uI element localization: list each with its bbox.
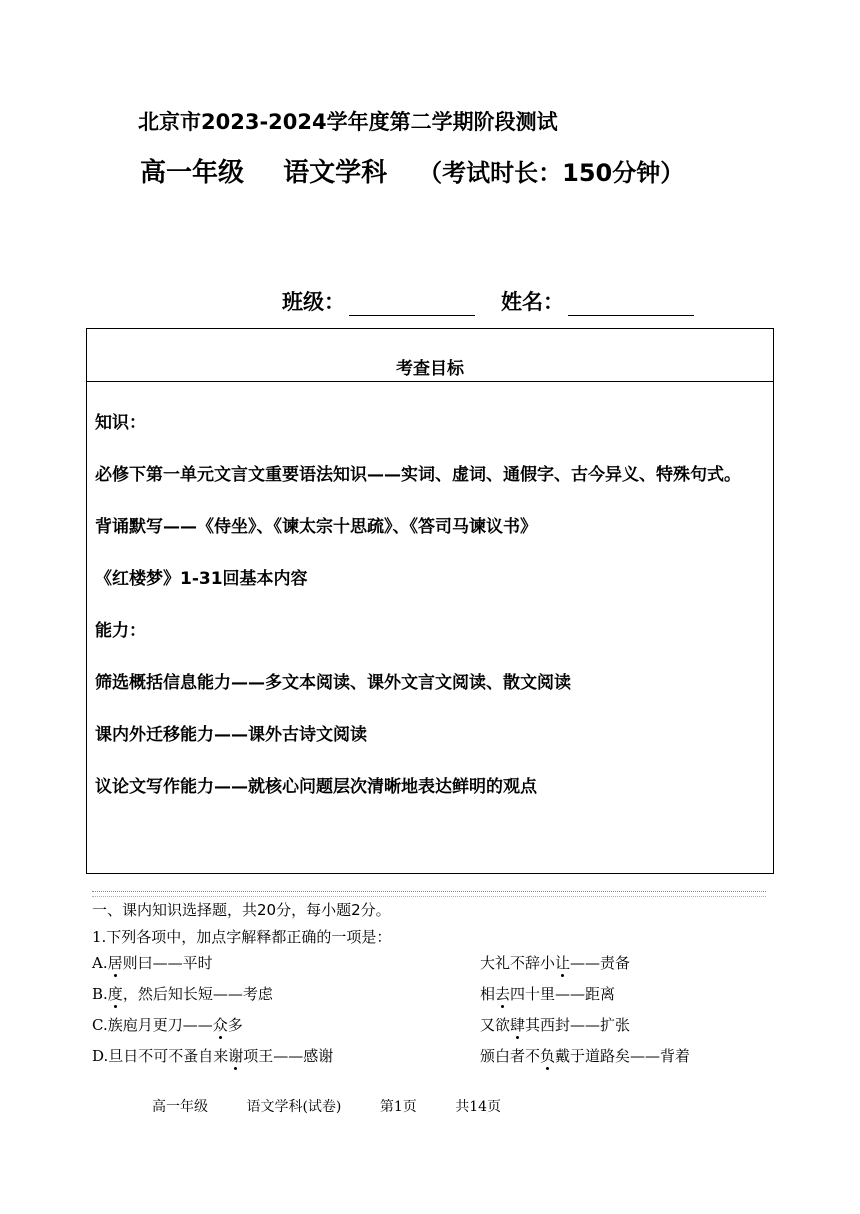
class-blank-field[interactable] xyxy=(349,291,475,316)
name-blank-field[interactable] xyxy=(568,291,694,316)
objectives-title: 考查目标 xyxy=(87,329,773,382)
objectives-box xyxy=(86,328,774,874)
option-a-left: A.居则曰——平时 xyxy=(92,954,213,972)
option-a-right: 大礼不辞小让——责备 xyxy=(480,954,631,972)
ability-item: 筛选概括信息能力——多文本阅读、课外文言文阅读、散文阅读 xyxy=(95,673,571,693)
question-text: 1.下列各项中，加点字解释都正确的一项是： xyxy=(92,928,392,946)
footer-grade: 高一年级 xyxy=(152,1099,208,1115)
option-b-right: 相去四十里——距离 xyxy=(480,985,616,1003)
knowledge-label: 知识： xyxy=(95,413,146,433)
student-info-row xyxy=(282,286,694,316)
class-label: 班级： xyxy=(282,290,345,314)
subject-line xyxy=(140,152,684,189)
grade-label: 高一年级 xyxy=(140,158,245,188)
ability-item: 议论文写作能力——就核心问题层次清晰地表达鲜明的观点 xyxy=(95,777,537,797)
footer-subject: 语文学科(试卷) xyxy=(246,1099,342,1115)
exam-title: 北京市2023-2024学年度第二学期阶段测试 xyxy=(138,110,558,134)
section-heading: 一、课内知识选择题，共20分，每小题2分。 xyxy=(92,901,391,919)
option-d-right: 颁白者不负戴于道路矣——背着 xyxy=(480,1047,691,1065)
ability-label: 能力： xyxy=(95,621,146,641)
option-d-left: D.旦日不可不蚤自来谢项王——感谢 xyxy=(92,1047,334,1065)
knowledge-item: 必修下第一单元文言文重要语法知识——实词、虚词、通假字、古今异义、特殊句式。 xyxy=(95,465,741,485)
footer-total: 共14页 xyxy=(455,1099,502,1115)
subject-label: 语文学科 xyxy=(283,158,388,188)
option-c-right: 又欲肆其西封——扩张 xyxy=(480,1016,631,1034)
option-c-left: C.族庖月更刀——众多 xyxy=(92,1016,243,1034)
duration-label: （考试时长：150分钟） xyxy=(418,159,685,187)
page-footer xyxy=(152,1096,535,1116)
footer-page: 第1页 xyxy=(379,1099,417,1115)
option-b-left: B.度，然后知长短——考虑 xyxy=(92,985,273,1003)
name-label: 姓名： xyxy=(501,290,564,314)
objectives-body xyxy=(87,382,773,800)
knowledge-item: 背诵默写——《侍坐》、《谏太宗十思疏》、《答司马谏议书》 xyxy=(95,517,537,537)
dotted-separator xyxy=(92,891,766,897)
knowledge-item: 《红楼梦》1-31回基本内容 xyxy=(95,569,308,589)
ability-item: 课内外迁移能力——课外古诗文阅读 xyxy=(95,725,367,745)
